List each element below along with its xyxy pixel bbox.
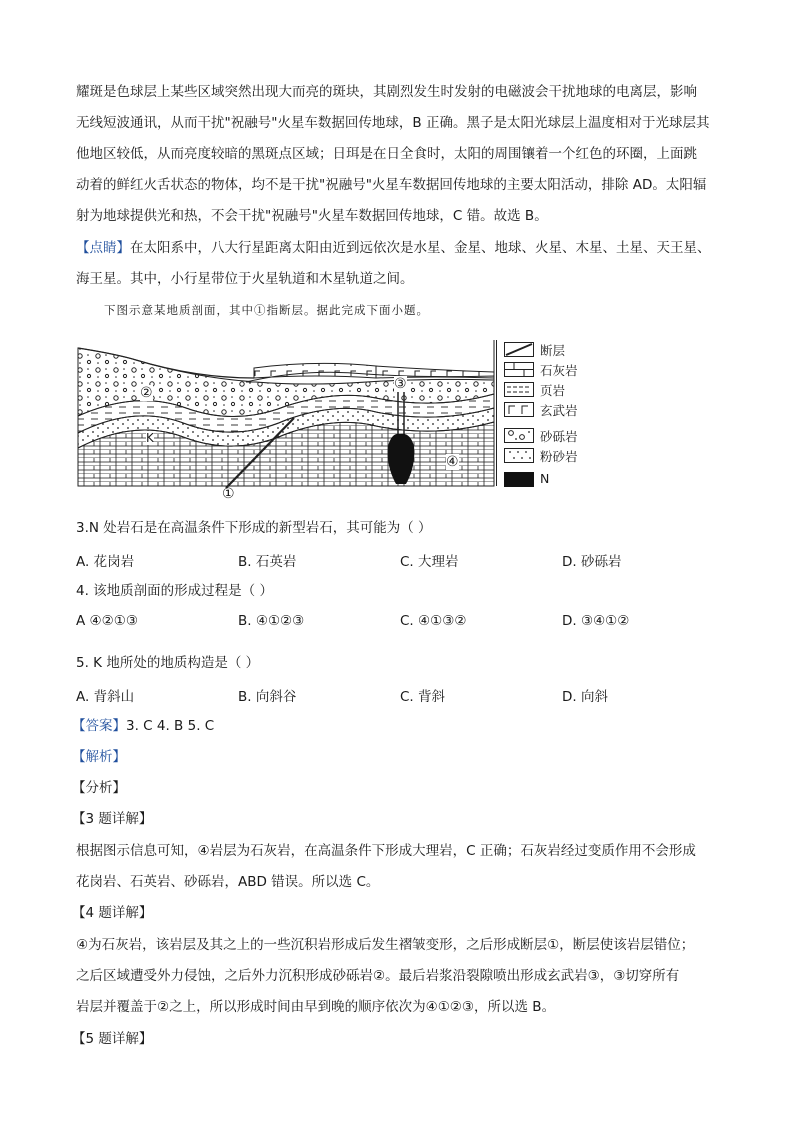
legend-shale xyxy=(504,382,566,401)
legend-divider xyxy=(496,340,501,486)
marker-k: K xyxy=(146,431,154,445)
legend-gravel-swatch xyxy=(504,428,534,443)
dianjing-text: 在太阳系中，八大行星距离太阳由近到远依次是水星、金星、地球、火星、木星、土星、天王星、 xyxy=(130,240,711,256)
legend-limestone-swatch xyxy=(504,362,534,377)
legend-n xyxy=(504,471,550,491)
question-4-stem: 4. 该地质剖面的形成过程是（ ） xyxy=(76,583,273,599)
q5-option-d: D. 向斜 xyxy=(562,689,608,705)
marker-3: ③ xyxy=(394,376,407,392)
q3-option-b: B. 石英岩 xyxy=(238,554,297,570)
q3-option-d: D. 砂砾岩 xyxy=(562,554,622,570)
legend-fault xyxy=(504,342,566,361)
q3-option-a: A. 花岗岩 xyxy=(76,554,135,570)
legend-label: 断层 xyxy=(540,343,566,358)
q4-detail-line: ④为石灰岩，该岩层及其之上的一些沉积岩形成后发生褶皱变形，之后形成断层①，断层使该岩层错位； xyxy=(76,937,695,953)
figure-caption: 下图示意某地质剖面，其中①指断层。据此完成下面小题。 xyxy=(104,303,429,317)
question-3-stem: 3.N 处岩石是在高温条件下形成的新型岩石，其可能为（ ） xyxy=(76,520,432,536)
intro-line: 动着的鲜红火舌状态的物体，均不是干扰"祝融号"火星车数据回传地球的主要太阳活动，排除 AD。太阳辐 xyxy=(76,177,707,193)
answer-line xyxy=(72,716,214,736)
q4-detail-line: 之后区域遭受外力侵蚀，之后外力沉积形成砂砾岩②。最后岩浆沿裂隙喷出形成玄武岩③，③切穿所有 xyxy=(76,968,680,984)
intro-line: 无线短波通讯，从而干扰"祝融号"火星车数据回传地球，B 正确。黑子是太阳光球层上温度相对于光球层其 xyxy=(76,115,710,131)
answer-text: 3. C 4. B 5. C xyxy=(126,718,215,734)
intro-line: 耀斑是色球层上某些区域突然出现大而亮的斑块，其剧烈发生时发射的电磁波会干扰地球的电离层，影响 xyxy=(76,84,697,100)
intro-line: 他地区较低，从而亮度较暗的黑斑点区域；日珥是在日全食时，太阳的周围镶着一个红色的环圈，上面跳 xyxy=(76,146,697,162)
q4-detail-line: 岩层并覆盖于②之上，所以形成时间由早到晚的顺序依次为④①②③，所以选 B。 xyxy=(76,999,556,1015)
legend-limestone xyxy=(504,362,578,381)
q3-detail-line: 根据图示信息可知，④岩层为石灰岩，在高温条件下形成大理岩，C 正确；石灰岩经过变质作用不会形成 xyxy=(76,843,696,859)
legend-siltstone-swatch xyxy=(504,448,534,463)
legend-label: 粉砂岩 xyxy=(540,449,578,464)
legend-siltstone xyxy=(504,448,578,467)
dianjing-tag: 【点睛】 xyxy=(76,240,130,256)
q4-option-d: D. ③④①② xyxy=(562,613,630,629)
legend-label: 玄武岩 xyxy=(540,403,578,418)
marker-1: ① xyxy=(222,486,235,502)
marker-2: ② xyxy=(140,385,153,401)
q5-detail-heading: 【5 题详解】 xyxy=(72,1031,153,1047)
intro-line: 射为地球提供光和热，不会干扰"祝融号"火星车数据回传地球，C 错。故选 B。 xyxy=(76,208,548,224)
legend-label: 页岩 xyxy=(540,383,566,398)
q4-option-b: B. ④①②③ xyxy=(238,613,305,629)
legend-shale-swatch xyxy=(504,382,534,397)
dianjing-line xyxy=(76,238,711,258)
dianjing-line: 海王星。其中，小行星带位于火星轨道和木星轨道之间。 xyxy=(76,271,414,287)
q4-detail-heading: 【4 题详解】 xyxy=(72,905,153,921)
legend-basalt xyxy=(504,402,578,421)
fenxi-heading: 【分析】 xyxy=(72,780,126,796)
q3-detail-line: 花岗岩、石英岩、砂砾岩，ABD 错误。所以选 C。 xyxy=(76,874,380,890)
legend-label: N xyxy=(540,471,550,486)
legend-n-swatch xyxy=(504,472,534,487)
question-5-stem: 5. K 地所处的地质构造是（ ） xyxy=(76,655,260,671)
legend-gravel xyxy=(504,428,578,447)
marker-4: ④ xyxy=(446,454,459,470)
q5-option-b: B. 向斜谷 xyxy=(238,689,297,705)
legend-label: 石灰岩 xyxy=(540,363,578,378)
q5-option-a: A. 背斜山 xyxy=(76,689,135,705)
q4-option-a: A ④②①③ xyxy=(76,613,138,629)
jiexi-heading: 【解析】 xyxy=(72,749,126,765)
q5-option-c: C. 背斜 xyxy=(400,689,446,705)
q3-option-c: C. 大理岩 xyxy=(400,554,459,570)
q4-option-c: C. ④①③② xyxy=(400,613,467,629)
geologic-cross-section xyxy=(76,338,596,508)
legend-fault-swatch xyxy=(504,342,534,357)
legend-label: 砂砾岩 xyxy=(540,429,578,444)
answer-tag: 【答案】 xyxy=(72,718,126,734)
q3-detail-heading: 【3 题详解】 xyxy=(72,811,153,827)
legend-basalt-swatch xyxy=(504,402,534,417)
cross-section-drawing xyxy=(76,338,496,508)
